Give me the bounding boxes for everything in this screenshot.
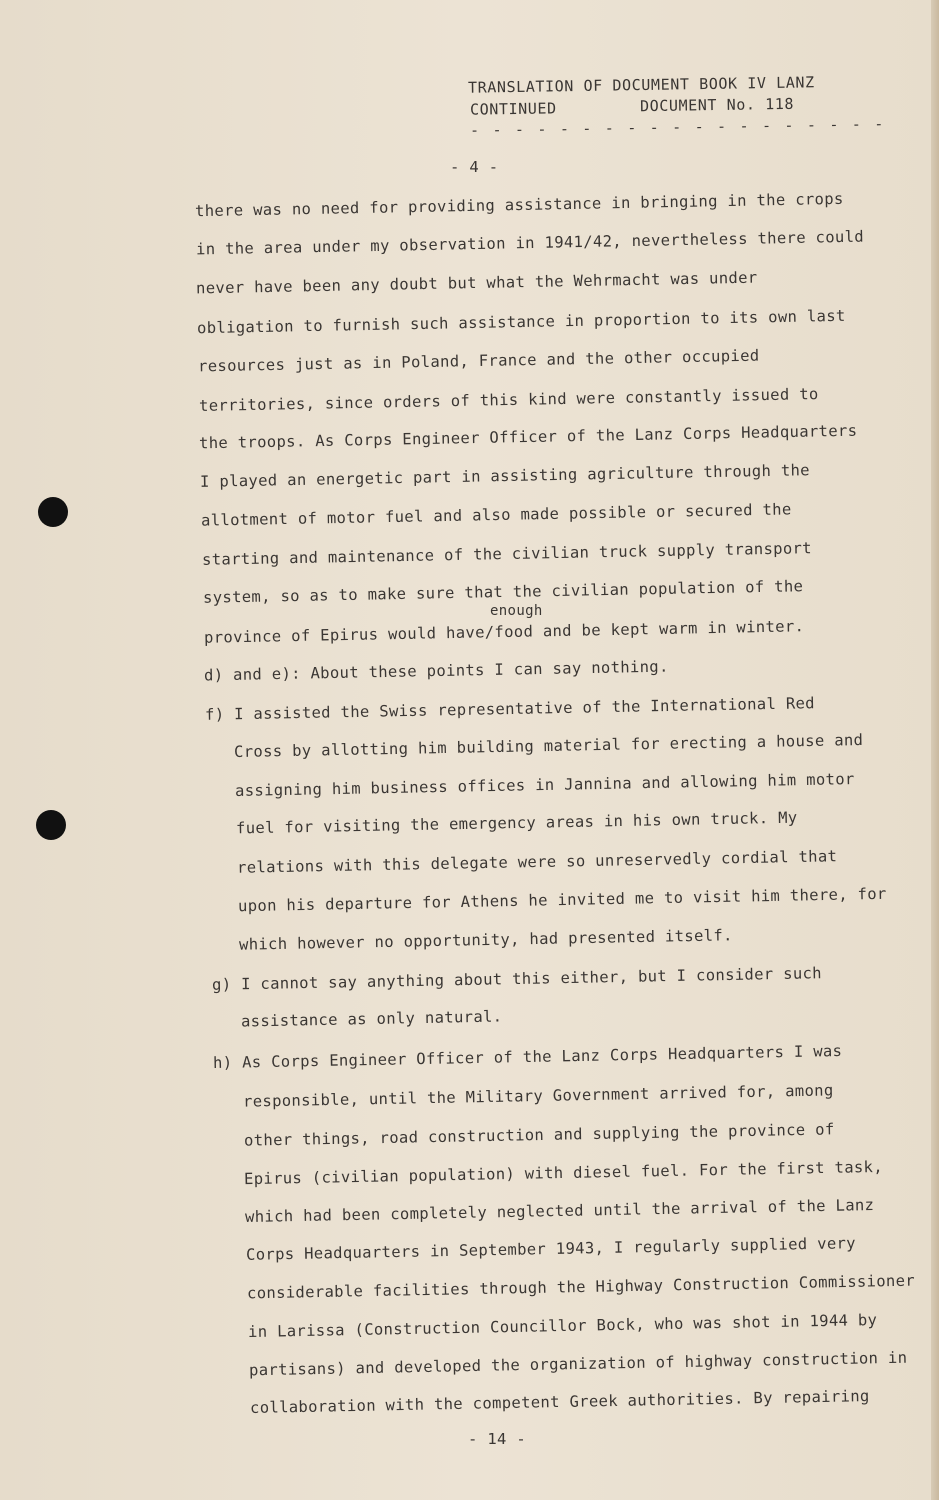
body-line: Epirus (civilian population) with diesel fuel. For the first task, [243,1157,884,1189]
punch-hole-upper [38,497,68,527]
body-line: in Larissa (Construction Councillor Bock, who was shot in 1944 by [247,1310,878,1342]
page-edge [931,0,939,1500]
header-document-number: DOCUMENT No. 118 [639,94,795,116]
body-line: Corps Headquarters in September 1943, I regularly supplied very [245,1234,857,1264]
body-line: which however no opportunity, had presented itself. [238,926,733,954]
body-line: allotment of motor fuel and also made possible or secured the [200,500,792,530]
body-line: partisans) and developed the organization of highway construction in [248,1348,908,1380]
body-line: obligation to furnish such assistance in proportion to its own last [196,306,846,338]
interlinear-insert: enough [490,603,543,619]
body-line: collaboration with the competent Greek authorities. By repairing [249,1387,870,1417]
body-line: starting and maintenance of the civilian truck supply transport [201,539,813,569]
body-line: relations with this delegate were so unreservedly cordial that [236,847,838,877]
item-h: h) As Corps Engineer Officer of the Lanz Corps Headquarters I was [212,1041,843,1073]
body-line: never have been any doubt but what the Wehrmacht was under [195,268,758,298]
punch-hole-lower [36,810,66,840]
body-line: which had been completely neglected until the arrival of the Lanz [244,1195,875,1227]
header-title: TRANSLATION OF DOCUMENT BOOK IV LANZ [467,73,815,97]
body-line: other things, road construction and supplying the province of [243,1120,835,1150]
body-line: assistance as only natural. [240,1007,503,1031]
footer-page-number: - 14 - [468,1430,527,1448]
item-g: g) I cannot say anything about this either, but I consider such [211,964,823,994]
item-f: f) I assisted the Swiss representative of the International Red [204,694,816,724]
body-line: upon his departure for Athens he invited me to visit him there, for [237,884,887,916]
page-marker: - 4 - [450,158,499,176]
body-line: considerable facilities through the Highway Construction Commissioner [246,1271,916,1303]
body-line: the troops. As Corps Engineer Officer of the Lanz Corps Headquarters [198,421,858,453]
body-line: fuel for visiting the emergency areas in his own truck. My [235,808,798,838]
header-rule: - - - - - - - - - - - - - - - - - - - [469,114,886,140]
body-line: assigning him business offices in Jannina and allowing him motor [234,770,855,800]
body-line: system, so as to make sure that the civilian population of the [202,577,804,607]
body-line: there was no need for providing assistance in bringing in the crops [194,189,844,221]
header-continued: CONTINUED [469,99,557,119]
body-line: in the area under my observation in 1941/42, nevertheless there could [195,227,865,259]
body-line: I played an energetic part in assisting agriculture through the [199,461,811,491]
body-line: resources just as in Poland, France and the other occupied [197,346,760,376]
body-line: territories, since orders of this kind were constantly issued to [198,385,819,415]
body-line: Cross by allotting him building material for erecting a house and [233,730,864,762]
body-line: province of Epirus would have/food and be kept warm in winter. [203,617,805,647]
item-d-e: d) and e): About these points I can say nothing. [203,657,669,685]
body-line: responsible, until the Military Government arrived for, among [242,1081,834,1111]
